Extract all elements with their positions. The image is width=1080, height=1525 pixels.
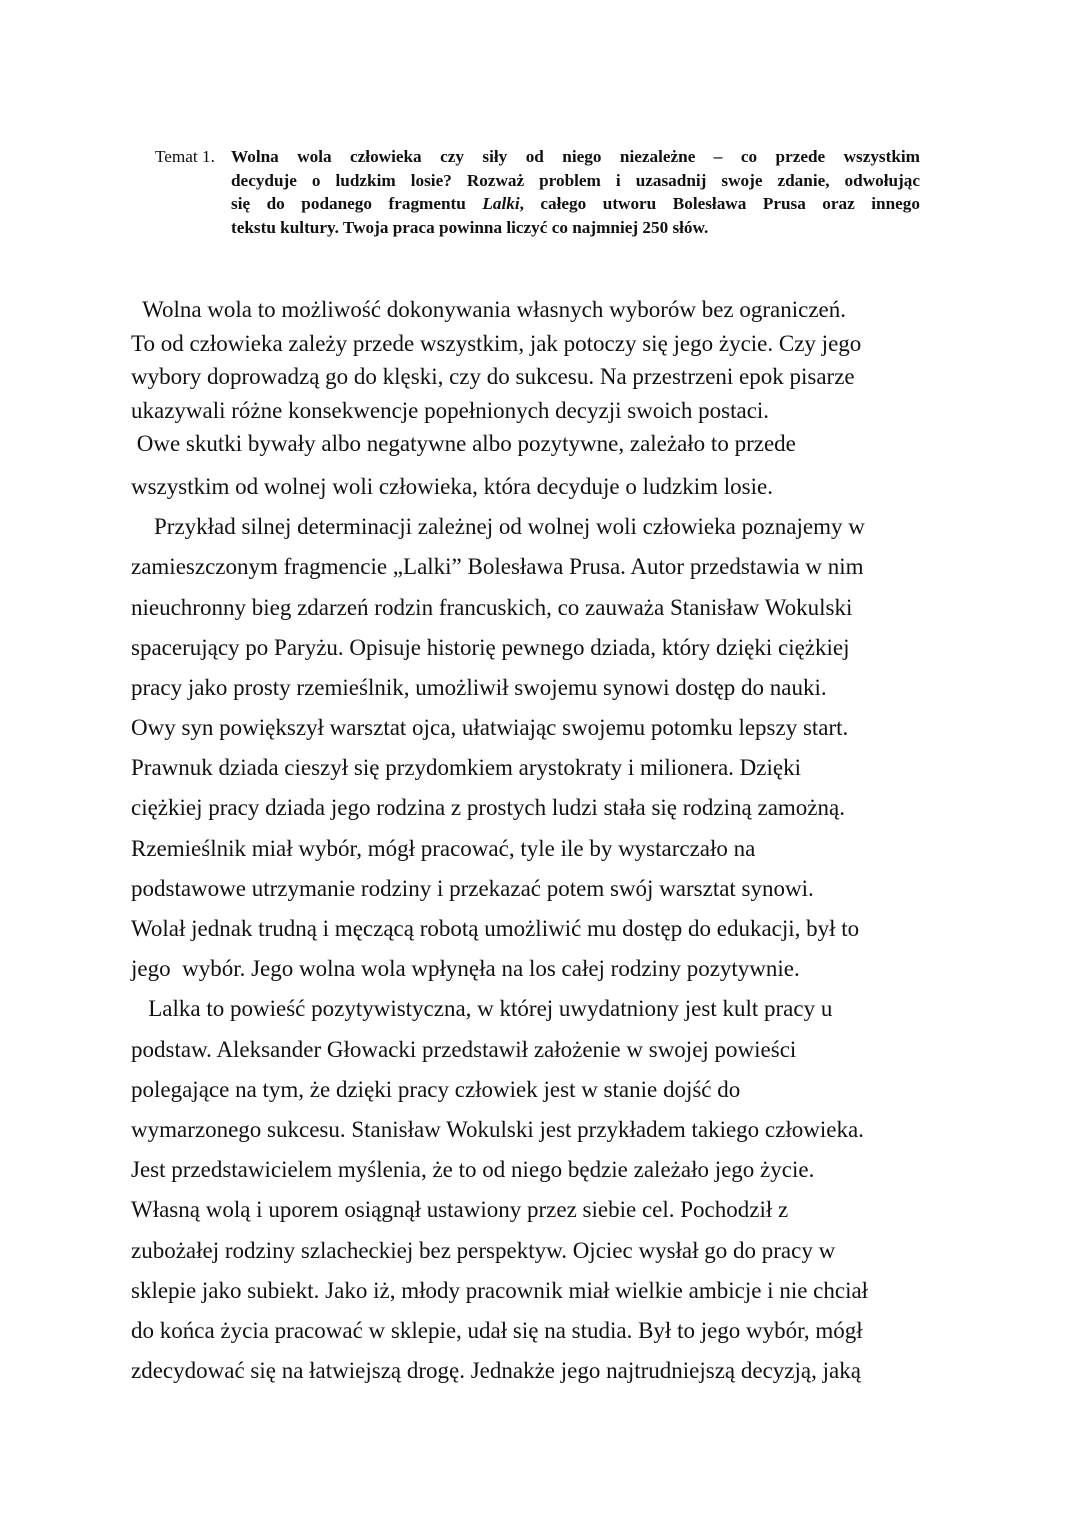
essay-line: pracy jako prosty rzemieślnik, umożliwił swojemu synowi dostęp do nauki. [131, 674, 827, 700]
essay-line: Owy syn powiększył warsztat ojca, ułatwiając swojemu potomku lepszy start. [131, 715, 849, 741]
essay-intro [131, 293, 946, 461]
essay-line: ukazywali różne konsekwencje popełnionych decyzji swoich postaci. [131, 397, 770, 423]
essay-topic [155, 145, 920, 239]
topic-label: Temat 1. [155, 147, 215, 166]
essay-line: sklepie jako subiekt. Jako iż, młody pracownik miał wielkie ambicje i nie chciał [131, 1277, 869, 1303]
essay-line: Owe skutki bywały albo negatywne albo pozytywne, zależało to przede [131, 431, 796, 457]
topic-line [231, 192, 920, 216]
essay-line: nieuchronny bieg zdarzeń rodzin francuskich, co zauważa Stanisław Wokulski [131, 594, 853, 620]
topic-line-text: się do podanego fragmentu Lalki, całego utworu Bolesława Prusa oraz innego [231, 194, 920, 213]
essay-line: spacerujący po Paryżu. Opisuje historię pewnego dziada, który dzięki ciężkiej [131, 634, 850, 660]
essay-line: do końca życia pracować w sklepie, udał się na studia. Był to jego wybór, mógł [131, 1317, 863, 1343]
essay-line: Prawnuk dziada cieszył się przydomkiem arystokraty i milionera. Dzięki [131, 755, 801, 781]
essay-line: podstaw. Aleksander Głowacki przedstawił założenie w swojej powieści [131, 1036, 797, 1062]
topic-line: tekstu kultury. Twoja praca powinna liczyć co najmniej 250 słów. [231, 217, 709, 237]
essay-body [131, 293, 946, 1391]
essay-line: Jest przedstawicielem myślenia, że to od niego będzie zależało jego życie. [131, 1157, 815, 1183]
essay-line: Wolna wola to możliwość dokonywania własnych wyborów bez ograniczeń. [131, 297, 847, 322]
essay-line: wybory doprowadzą go do klęski, czy do sukcesu. Na przestrzeni epok pisarze [131, 364, 855, 390]
essay-line: Własną wolą i uporem osiągnął ustawiony przez siebie cel. Pochodził z [131, 1197, 789, 1223]
essay-line: wymarzonego sukcesu. Stanisław Wokulski jest przykładem takiego człowieka. [131, 1116, 864, 1142]
topic-line: decyduje o ludzkim losie? Rozważ problem i uzasadnij swoje zdanie, odwołując [231, 170, 920, 190]
essay-line: ciężkiej pracy dziada jego rodzina z prostych ludzi stała się rodziną zamożną. [131, 795, 845, 821]
essay-line: Wolał jednak trudną i męczącą robotą umożliwić mu dostęp do edukacji, był to [131, 916, 860, 942]
essay-line: polegające na tym, że dzięki pracy człowiek jest w stanie dojść do [131, 1076, 741, 1102]
essay-line: jego wybór. Jego wolna wola wpłynęła na los całej rodziny pozytywnie. [131, 956, 800, 982]
essay-line: zamieszczonym fragmencie „Lalki” Bolesława Prusa. Autor przedstawia w nim [131, 554, 864, 580]
essay-line: podstawowe utrzymanie rodziny i przekazać potem swój warsztat synowi. [131, 875, 814, 901]
topic-text [231, 145, 920, 239]
essay-line: zdecydować się na łatwiejszą drogę. Jednakże jego najtrudniejszą decyzją, jaką [131, 1358, 861, 1384]
essay-main [131, 467, 946, 1391]
topic-line: Wolna wola człowieka czy siły od niego niezależne – co przede wszystkim [231, 147, 920, 166]
essay-line: Przykład silnej determinacji zależnej od wolnej woli człowieka poznajemy w [131, 514, 865, 540]
essay-line: zubożałej rodziny szlacheckiej bez perspektyw. Ojciec wysłał go do pracy w [131, 1237, 836, 1263]
essay-line: To od człowieka zależy przede wszystkim, jak potoczy się jego życie. Czy jego [131, 330, 862, 356]
essay-line: wszystkim od wolnej woli człowieka, która decyduje o ludzkim losie. [131, 473, 773, 499]
essay-line: Rzemieślnik miał wybór, mógł pracować, tyle ile by wystarczało na [131, 835, 756, 861]
essay-line: Lalka to powieść pozytywistyczna, w której uwydatniony jest kult pracy u [131, 996, 833, 1022]
